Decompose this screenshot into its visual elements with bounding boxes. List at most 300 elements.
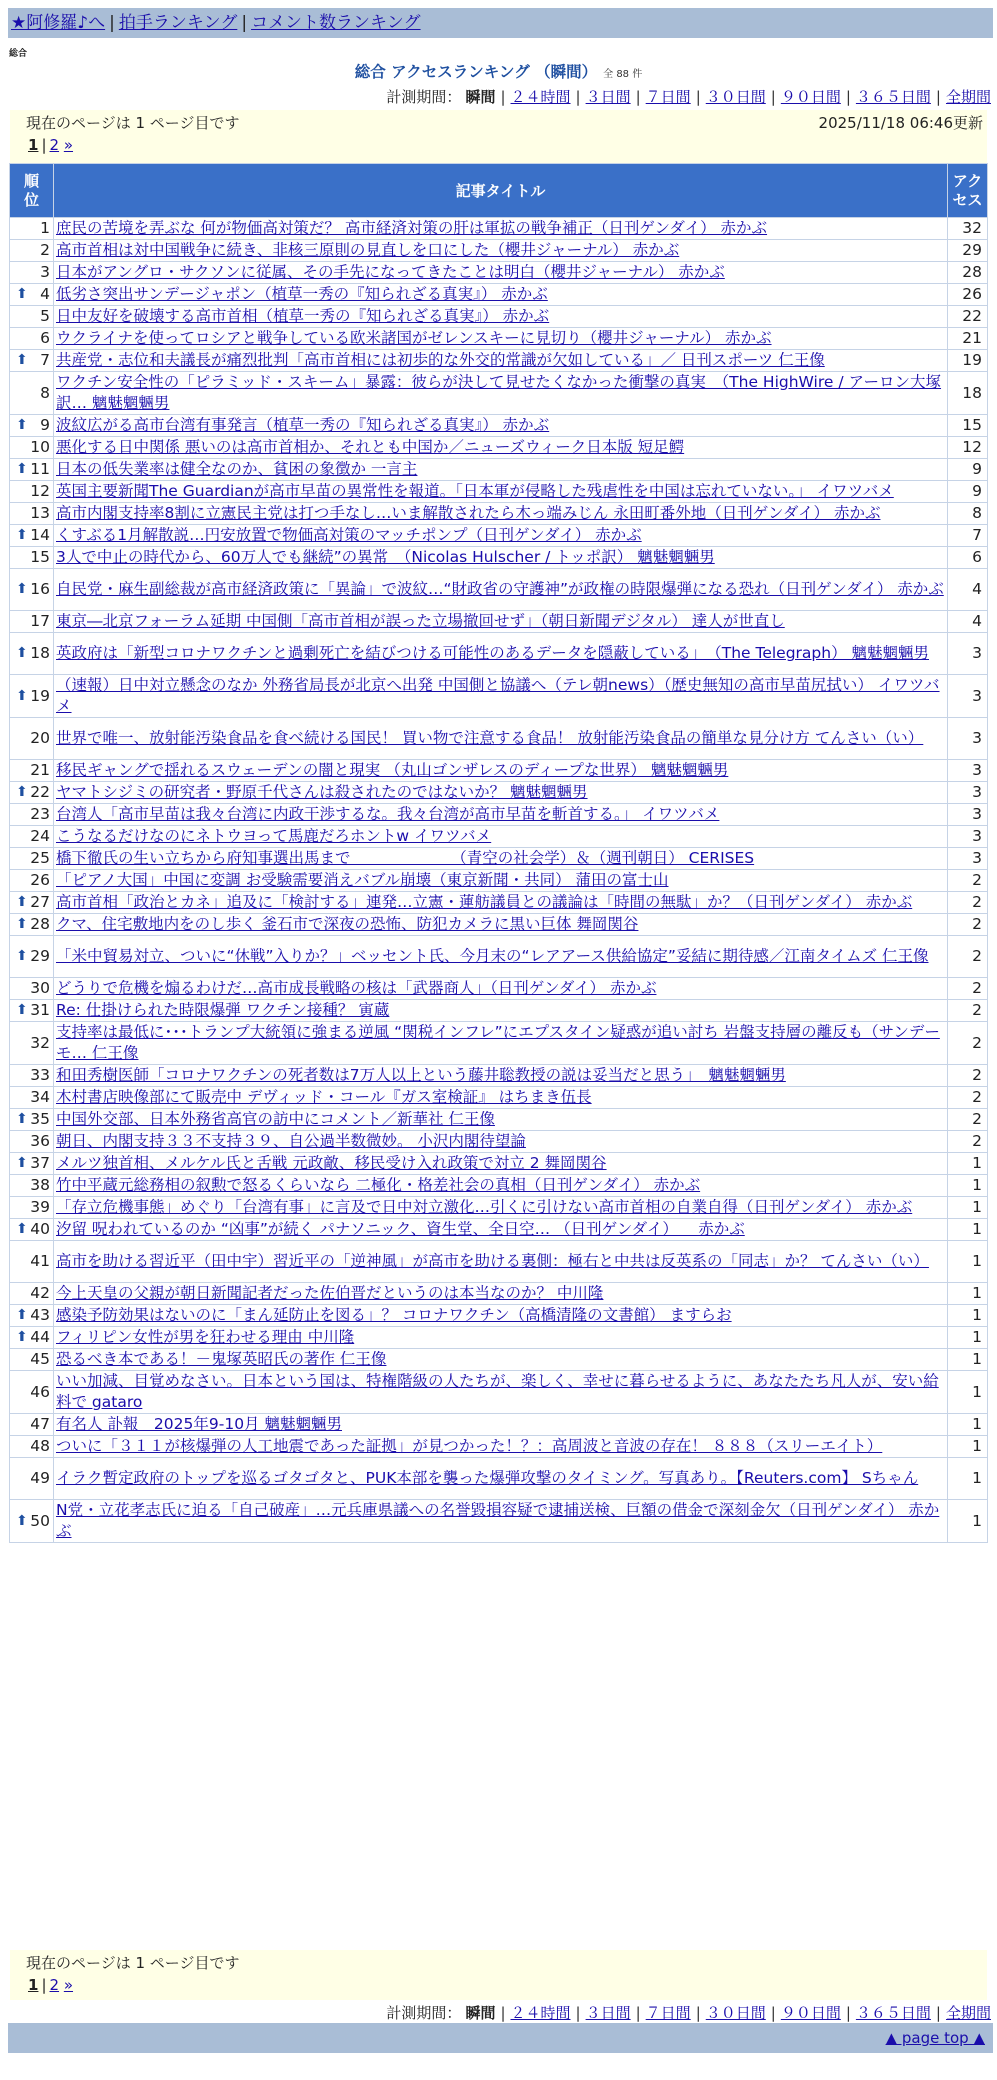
rank-number: 14	[30, 526, 50, 544]
rank-cell	[10, 978, 54, 1000]
rank-up-arrow-icon: ⬆	[16, 527, 28, 543]
title-cell	[54, 936, 948, 978]
access-count: 2	[948, 1065, 988, 1087]
rank-number: 16	[30, 580, 50, 598]
table-row	[10, 372, 988, 415]
title-cell	[54, 459, 948, 481]
access-count: 1	[948, 1436, 988, 1458]
period-30d-link[interactable]: ３０日間	[705, 2004, 766, 2022]
table-row	[10, 1219, 988, 1241]
table-row	[10, 1305, 988, 1327]
rank-cell	[10, 1349, 54, 1371]
rank-cell	[10, 633, 54, 675]
access-count: 1	[948, 1500, 988, 1543]
period-current: 瞬間	[465, 2004, 496, 2022]
table-row	[10, 914, 988, 936]
rank-up-arrow-icon: ⬆	[16, 916, 28, 932]
title-cell	[54, 978, 948, 1000]
updated-timestamp: 2025/11/18 06:46更新	[818, 114, 983, 132]
rank-number: 44	[30, 1328, 50, 1346]
rank-cell	[10, 1087, 54, 1109]
title-cell	[54, 437, 948, 459]
period-90d-link[interactable]: ９０日間	[780, 2004, 841, 2022]
access-count: 2	[948, 936, 988, 978]
table-row	[10, 1349, 988, 1371]
rank-number: 27	[30, 893, 50, 911]
rank-number: 50	[30, 1511, 50, 1530]
rank-number: 43	[30, 1306, 50, 1324]
article-title-link[interactable]: 共産党・志位和夫議長が痛烈批判「高市首相には初歩的な外交的常識が欠如している」／ 日刊スポーツ 仁王像	[56, 351, 825, 369]
article-title-link[interactable]: 悪化する日中関係 悪いのは高市首相か、それとも中国か／ニューズウィーク日本版 短足鰐	[56, 438, 685, 456]
rank-number: 42	[30, 1284, 50, 1302]
rank-number: 33	[30, 1066, 50, 1084]
rank-cell	[10, 350, 54, 372]
rank-cell	[10, 718, 54, 760]
access-count: 1	[948, 1197, 988, 1219]
rank-column-header: 順位	[10, 164, 54, 218]
title-cell	[54, 1371, 948, 1414]
rank-cell	[10, 284, 54, 306]
article-title-link[interactable]: 恐るべき本である！－鬼塚英昭氏の著作 仁王像	[56, 1350, 387, 1368]
table-row	[10, 1241, 988, 1283]
table-row	[10, 1065, 988, 1087]
comment-ranking-link[interactable]: コメント数ランキング	[251, 13, 421, 33]
rank-number: 38	[30, 1176, 50, 1194]
access-count: 18	[948, 372, 988, 415]
rank-up-arrow-icon: ⬆	[16, 1155, 28, 1171]
current-page-text: 現在のページは 1 ページ目です	[26, 1954, 240, 1972]
table-row	[10, 569, 988, 611]
rank-number: 48	[30, 1437, 50, 1455]
access-count: 1	[948, 1241, 988, 1283]
access-count: 4	[948, 569, 988, 611]
article-title-link[interactable]: 高市首相は対中国戦争に続き、非核三原則の見直しを口にした（櫻井ジャーナル） 赤かぶ	[56, 241, 680, 259]
applause-ranking-link[interactable]: 拍手ランキング	[118, 13, 238, 33]
article-title-link[interactable]: 木村書店映像部にて販売中 デヴィッド・コール『ガス室検証』 はちまき伍長	[56, 1088, 592, 1106]
article-title-link[interactable]: 竹中平蔵元総務相の叙勲で怒るくらいなら 二極化・格差社会の真相（日刊ゲンダイ） 赤かぶ	[56, 1176, 701, 1194]
rank-number: 2	[40, 241, 50, 259]
title-cell	[54, 328, 948, 350]
article-title-link[interactable]: メルツ独首相、メルケル氏と舌戦 元政敵、移民受け入れ政策で対立 2 舞岡関谷	[56, 1154, 607, 1172]
table-row	[10, 503, 988, 525]
period-label: 計測期間：	[386, 2004, 462, 2022]
rank-number: 49	[30, 1469, 50, 1487]
next-page-link[interactable]: »	[63, 1976, 74, 1994]
article-title-link[interactable]: 移民ギャングで揺れるスウェーデンの闇と現実 （丸山ゴンザレスのディープな世界） 魑魅魍魎男	[56, 761, 729, 779]
rank-number: 6	[40, 329, 50, 347]
period-all-link[interactable]: 全期間	[945, 2004, 991, 2022]
rank-up-arrow-icon: ⬆	[16, 1307, 28, 1323]
rank-cell	[10, 1065, 54, 1087]
title-cell	[54, 892, 948, 914]
access-count: 3	[948, 826, 988, 848]
article-title-link[interactable]: 波紋広がる高市台湾有事発言（植草一秀の『知られざる真実』） 赤かぶ	[56, 416, 550, 434]
rank-cell	[10, 782, 54, 804]
period-24h-link[interactable]: ２４時間	[510, 2004, 571, 2022]
title-cell	[54, 1283, 948, 1305]
article-title-link[interactable]: 和田秀樹医師「コロナワクチンの死者数は7万人以上という藤井聡教授の説は妥当だと思う」 魑魅魍魎男	[56, 1066, 786, 1084]
table-row	[10, 1371, 988, 1414]
rank-number: 29	[30, 947, 50, 965]
access-column-header: アクセス	[948, 164, 988, 218]
access-count: 1	[948, 1458, 988, 1500]
rank-cell	[10, 1500, 54, 1543]
access-count: 29	[948, 240, 988, 262]
rank-up-arrow-icon: ⬆	[16, 645, 28, 661]
rank-number: 8	[40, 383, 50, 402]
title-cell	[54, 262, 948, 284]
table-row	[10, 459, 988, 481]
title-cell	[54, 633, 948, 675]
rank-number: 19	[30, 686, 50, 705]
access-count: 1	[948, 1371, 988, 1414]
access-count: 1	[948, 1349, 988, 1371]
period-30d-link[interactable]: ３０日間	[705, 88, 766, 106]
access-count: 4	[948, 611, 988, 633]
title-cell	[54, 1327, 948, 1349]
access-count: 6	[948, 547, 988, 569]
access-count: 1	[948, 1219, 988, 1241]
rank-up-arrow-icon: ⬆	[16, 417, 28, 433]
table-row	[10, 1000, 988, 1022]
total-count: 全 88 件	[603, 69, 643, 80]
article-title-link[interactable]: 東京―北京フォーラム延期 中国側「高市首相が誤った立場撤回せず」（朝日新聞デジタル） 達人が世直し	[56, 612, 785, 630]
access-count: 2	[948, 1087, 988, 1109]
rank-cell	[10, 1241, 54, 1283]
period-label: 計測期間：	[386, 88, 462, 106]
table-row	[10, 826, 988, 848]
rank-cell	[10, 1131, 54, 1153]
article-title-link[interactable]: 庶民の苦境を弄ぶな 何が物価高対策だ？ 高市経済対策の肝は軍拡の戦争補正（日刊ゲンダイ） 赤かぶ	[56, 219, 768, 237]
article-title-link[interactable]: 低劣さ突出サンデージャポン（植草一秀の『知られざる真実』） 赤かぶ	[56, 285, 548, 303]
article-title-link[interactable]: 日中友好を破壊する高市首相（植草一秀の『知られざる真実』） 赤かぶ	[56, 307, 550, 325]
article-title-link[interactable]: 感染予防効果はないのに「まん延防止を図る」？ コロナワクチン（高橋清隆の文書館） ますらお	[56, 1306, 732, 1324]
rank-number: 26	[30, 871, 50, 889]
table-row	[10, 1500, 988, 1543]
title-cell	[54, 1065, 948, 1087]
table-row	[10, 675, 988, 718]
rank-number: 11	[30, 460, 50, 478]
rank-number: 20	[30, 729, 50, 747]
nav-separator: |	[109, 13, 115, 33]
rank-cell	[10, 1436, 54, 1458]
access-count: 1	[948, 1305, 988, 1327]
article-title-link[interactable]: 汐留 呪われているのか “凶事”が続く パナソニック、資生堂、全日空… （日刊ゲンダイ） 赤かぶ	[56, 1220, 745, 1238]
title-cell	[54, 415, 948, 437]
title-cell	[54, 760, 948, 782]
title-cell	[54, 372, 948, 415]
rank-cell	[10, 1219, 54, 1241]
article-title-link[interactable]: 「ピアノ大国」中国に変調 お受験需要消えバブル崩壊（東京新聞・共同） 蒲田の富士山	[56, 871, 669, 889]
access-count: 3	[948, 782, 988, 804]
nav-separator: |	[241, 13, 248, 33]
access-count: 1	[948, 1283, 988, 1305]
title-cell	[54, 826, 948, 848]
top-nav-bar	[8, 8, 993, 38]
access-count: 2	[948, 1131, 988, 1153]
access-count: 7	[948, 525, 988, 547]
title-cell	[54, 848, 948, 870]
title-cell	[54, 1153, 948, 1175]
rank-cell	[10, 503, 54, 525]
table-row	[10, 760, 988, 782]
access-count: 3	[948, 848, 988, 870]
rank-number: 32	[30, 1033, 50, 1052]
table-row	[10, 804, 988, 826]
article-title-link[interactable]: 高市を助ける習近平（田中宇）習近平の「逆神風」が高市を助ける裏側：極右と中共は反英系の「同志」か？ てんさい（い）	[56, 1252, 929, 1270]
next-page-link[interactable]: »	[63, 136, 74, 154]
table-row	[10, 350, 988, 372]
access-count: 2	[948, 1109, 988, 1131]
article-title-link[interactable]: いい加減、目覚めなさい。日本という国は、特権階級の人たちが、楽しく、幸せに暮らせるように、あなたたち凡人が、安い給料で gataro	[56, 1372, 939, 1411]
article-title-link[interactable]: 「米中貿易対立、ついに“休戦”入りか？」ベッセント氏、今月末の“レアアース供給協定”妥結に期待感／江南タイムズ 仁王像	[56, 947, 929, 965]
article-title-link[interactable]: くすぶる1月解散説…円安放置で物価高対策のマッチポンプ（日刊ゲンダイ） 赤かぶ	[56, 526, 642, 544]
rank-number: 30	[30, 979, 50, 997]
rank-cell	[10, 914, 54, 936]
page-2-link[interactable]: 2	[49, 1976, 60, 1994]
period-7d-link[interactable]: ７日間	[645, 88, 691, 106]
table-row	[10, 1283, 988, 1305]
page-info-box-top	[10, 110, 987, 163]
article-title-link[interactable]: 英国主要新聞The Guardianが高市早苗の異常性を報道。「日本軍が侵略した残虐性を中国は忘れていない。」 イワツバメ	[56, 482, 894, 500]
rank-number: 18	[30, 644, 50, 662]
article-title-link[interactable]: ウクライナを使ってロシアと戦争している欧米諸国がゼレンスキーに見切り（櫻井ジャーナル） 赤かぶ	[56, 329, 772, 347]
access-count: 3	[948, 804, 988, 826]
rank-cell	[10, 372, 54, 415]
title-cell	[54, 481, 948, 503]
rank-number: 40	[30, 1220, 50, 1238]
title-cell	[54, 218, 948, 240]
rank-number: 39	[30, 1198, 50, 1216]
article-title-link[interactable]: 橋下徹氏の生い立ちから府知事選出馬まで （青空の社会学）＆（週刊朝日） CERISES	[56, 849, 755, 867]
article-title-link[interactable]: 今上天皇の父親が朝日新聞記者だった佐伯晋だというのは本当なのか？ 中川隆	[56, 1284, 604, 1302]
rank-cell	[10, 1022, 54, 1065]
title-cell	[54, 284, 948, 306]
article-title-link[interactable]: ワクチン安全性の「ピラミッド・スキーム」暴露：彼らが決して見せたくなかった衝撃の真実 （The HighWire / アーロン大塚訳… 魑魅魍魎男	[56, 373, 942, 412]
rank-cell	[10, 306, 54, 328]
article-title-link[interactable]: 世界で唯一、放射能汚染食品を食べ続ける国民！ 買い物で注意する食品！ 放射能汚染食品の簡単な見分け方 てんさい（い）	[56, 729, 924, 747]
rank-up-arrow-icon: ⬆	[16, 1111, 28, 1127]
article-title-link[interactable]: フィリピン女性が男を狂わせる理由 中川隆	[56, 1328, 355, 1346]
period-7d-link[interactable]: ７日間	[645, 2004, 691, 2022]
rank-up-arrow-icon: ⬆	[16, 1329, 28, 1345]
table-row	[10, 870, 988, 892]
table-row	[10, 1109, 988, 1131]
rank-number: 17	[30, 612, 50, 630]
rank-number: 21	[30, 761, 50, 779]
title-cell	[54, 1458, 948, 1500]
rank-number: 3	[40, 263, 50, 281]
bottom-bar	[8, 2023, 993, 2053]
rank-cell	[10, 415, 54, 437]
article-title-link[interactable]: 「存立危機事態」めぐり「台湾有事」に言及で日中対立激化…引くに引けない高市首相の自業自得（日刊ゲンダイ） 赤かぶ	[56, 1198, 913, 1216]
table-row	[10, 415, 988, 437]
article-title-link[interactable]: 日本の低失業率は健全なのか、貧困の象徴か 一言主	[56, 460, 418, 478]
rank-up-arrow-icon: ⬆	[16, 1512, 28, 1529]
access-count: 2	[948, 914, 988, 936]
article-title-link[interactable]: 台湾人「高市早苗は我々台湾に内政干渉するな。我々台湾が高市早苗を斬首する。」 イワツバメ	[56, 805, 720, 823]
category-label: 総合	[9, 49, 28, 59]
table-row	[10, 240, 988, 262]
rank-cell	[10, 547, 54, 569]
period-3d-link[interactable]: ３日間	[585, 88, 631, 106]
table-row	[10, 1414, 988, 1436]
access-count: 32	[948, 218, 988, 240]
table-row	[10, 525, 988, 547]
article-title-link[interactable]: 高市内閣支持率8割に立憲民主党は打つ手なし…いま解散されたら木っ端みじん 永田町番外地（日刊ゲンダイ） 赤かぶ	[56, 504, 881, 522]
title-cell	[54, 306, 948, 328]
title-cell	[54, 1022, 948, 1065]
rank-number: 41	[30, 1252, 50, 1270]
article-title-link[interactable]: こうなるだけなのにネトウヨって馬鹿だろホントw イワツバメ	[56, 827, 492, 845]
table-row	[10, 306, 988, 328]
title-cell	[54, 1197, 948, 1219]
period-24h-link[interactable]: ２４時間	[510, 88, 571, 106]
rank-cell	[10, 1305, 54, 1327]
period-90d-link[interactable]: ９０日間	[780, 88, 841, 106]
article-title-link[interactable]: （速報）日中対立懸念のなか 外務省局長が北京へ出発 中国側と協議へ（テレ朝news）（歴史無知の高市早苗尻拭い） イワツバメ	[56, 676, 940, 715]
access-count: 19	[948, 350, 988, 372]
rank-up-arrow-icon: ⬆	[16, 687, 28, 704]
period-selector-bottom: 計測期間： 瞬間 | ２４時間 | ３日間 | ７日間 | ３０日間 | ９０日間 | ３６５日間 | 全期間	[386, 2004, 991, 2022]
table-row	[10, 611, 988, 633]
rank-cell	[10, 804, 54, 826]
title-cell	[54, 503, 948, 525]
article-title-link[interactable]: ヤマトシジミの研究者・野原千代さんは殺されたのではないか？ 魑魅魍魎男	[56, 783, 588, 801]
rank-cell	[10, 1371, 54, 1414]
page-top-link[interactable]: ▲ page top ▲	[885, 2029, 985, 2047]
access-count: 3	[948, 675, 988, 718]
page-2-link[interactable]: 2	[49, 136, 60, 154]
rank-cell	[10, 459, 54, 481]
table-header-row	[10, 164, 988, 218]
access-count: 22	[948, 306, 988, 328]
rank-cell	[10, 936, 54, 978]
rank-cell	[10, 826, 54, 848]
article-title-link[interactable]: 3人で中止の時代から、60万人でも継続”の異常 （Nicolas Hulscher / トッポ訳） 魑魅魍魎男	[56, 548, 715, 566]
rank-number: 4	[40, 285, 50, 303]
article-title-link[interactable]: 中国外交部、日本外務省高官の訪中にコメント／新華社 仁王像	[56, 1110, 495, 1128]
title-cell	[54, 1305, 948, 1327]
table-row	[10, 1153, 988, 1175]
title-cell	[54, 1109, 948, 1131]
title-cell	[54, 782, 948, 804]
table-row	[10, 218, 988, 240]
article-title-link[interactable]: 英政府は「新型コロナワクチンと過剰死亡を結びつける可能性のあるデータを隠蔽している」 （The Telegraph） 魑魅魍魎男	[56, 644, 929, 662]
rank-up-arrow-icon: ⬆	[16, 461, 28, 477]
rank-number: 15	[30, 548, 50, 566]
title-cell	[54, 547, 948, 569]
title-cell	[54, 914, 948, 936]
rank-cell	[10, 892, 54, 914]
access-count: 1	[948, 1327, 988, 1349]
table-row	[10, 782, 988, 804]
rank-cell	[10, 870, 54, 892]
title-cell	[54, 718, 948, 760]
rank-up-arrow-icon: ⬆	[16, 581, 28, 597]
article-title-link[interactable]: 朝日、内閣支持３３不支持３９、自公過半数微妙。 小沢内閣待望論	[56, 1132, 526, 1150]
rank-up-arrow-icon: ⬆	[16, 894, 28, 910]
rank-cell	[10, 262, 54, 284]
access-count: 2	[948, 1000, 988, 1022]
rank-cell	[10, 1283, 54, 1305]
page-info-box-bottom	[10, 1950, 987, 2000]
rank-number: 35	[30, 1110, 50, 1128]
access-count: 21	[948, 328, 988, 350]
article-title-link[interactable]: 高市首相「政治とカネ」追及に「検討する」連発…立憲・蓮舫議員との議論は「時間の無駄」か？（日刊ゲンダイ） 赤かぶ	[56, 893, 913, 911]
article-title-link[interactable]: 支持率は最低に･･･トランプ大統領に強まる逆風 “関税インフレ”にエプスタイン疑惑が追い討ち 岩盤支持層の離反も（サンデーモ… 仁王像	[56, 1023, 940, 1062]
page-title: 総合 アクセスランキング （瞬間）	[354, 63, 598, 81]
rank-cell	[10, 240, 54, 262]
access-count: 1	[948, 1175, 988, 1197]
rank-number: 12	[30, 482, 50, 500]
rank-cell	[10, 1197, 54, 1219]
article-title-link[interactable]: クマ、住宅敷地内をのし歩く 釜石市で深夜の恐怖、防犯カメラに黒い巨体 舞岡関谷	[56, 915, 639, 933]
rank-number: 1	[40, 219, 50, 237]
rank-number: 7	[40, 351, 50, 369]
rank-number: 45	[30, 1350, 50, 1368]
period-selector-top: 計測期間： 瞬間 | ２４時間 | ３日間 | ７日間 | ３０日間 | ９０日間 | ３６５日間 | 全期間	[386, 88, 991, 106]
table-row	[10, 1087, 988, 1109]
access-count: 8	[948, 503, 988, 525]
table-row	[10, 1436, 988, 1458]
access-count: 2	[948, 978, 988, 1000]
rank-number: 31	[30, 1001, 50, 1019]
period-365d-link[interactable]: ３６５日間	[855, 2004, 931, 2022]
title-cell	[54, 611, 948, 633]
access-count: 26	[948, 284, 988, 306]
article-title-link[interactable]: どうりで危機を煽るわけだ…高市成長戦略の核は「武器商人」（日刊ゲンダイ） 赤かぶ	[56, 979, 657, 997]
rank-number: 47	[30, 1415, 50, 1433]
access-count: 1	[948, 1153, 988, 1175]
title-cell	[54, 804, 948, 826]
title-cell	[54, 1087, 948, 1109]
access-count: 9	[948, 459, 988, 481]
period-3d-link[interactable]: ３日間	[585, 2004, 631, 2022]
rank-cell	[10, 1175, 54, 1197]
title-cell	[54, 1219, 948, 1241]
article-title-link[interactable]: 日本がアングロ・サクソンに従属、その手先になってきたことは明白（櫻井ジャーナル） 赤かぶ	[56, 263, 725, 281]
article-title-link[interactable]: 自民党・麻生副総裁が高市経済政策に「異論」で波紋…“財政省の守護神”が政権の時限爆弾になる恐れ（日刊ゲンダイ） 赤かぶ	[56, 580, 944, 598]
home-link[interactable]: ★阿修羅♪へ	[11, 13, 106, 33]
top-nav-links	[11, 11, 421, 35]
article-title-link[interactable]: イラク暫定政府のトップを巡るゴタゴタと、PUK本部を襲った爆弾攻撃のタイミング。写真あり。【Reuters.com】 Sちゃん	[56, 1469, 919, 1487]
rank-number: 9	[40, 416, 50, 434]
pagination: 1 | 2 »	[28, 136, 74, 154]
title-cell	[54, 240, 948, 262]
current-page-text: 現在のページは 1 ページ目です	[26, 114, 240, 132]
title-cell	[54, 1500, 948, 1543]
article-title-link[interactable]: ついに「３１１が核爆弾の人工地震であった証拠」が見つかった！？：高周波と音波の存在！ ８８８（スリーエイト）	[56, 1437, 883, 1455]
article-title-link[interactable]: N党・立花孝志氏に迫る「自己破産」…元兵庫県議への名誉毀損容疑で逮捕送検、巨額の借金で深刻金欠（日刊ゲンダイ） 赤かぶ	[56, 1501, 940, 1540]
period-all-link[interactable]: 全期間	[945, 88, 991, 106]
article-title-link[interactable]: Re: 仕掛けられた時限爆弾 ワクチン接種？ 寅蔵	[56, 1001, 390, 1019]
title-cell	[54, 1436, 948, 1458]
rank-cell	[10, 1000, 54, 1022]
article-title-link[interactable]: 有名人 訃報 2025年9-10月 魑魅魍魎男	[56, 1415, 342, 1433]
access-count: 12	[948, 437, 988, 459]
rank-number: 23	[30, 805, 50, 823]
title-cell	[54, 1000, 948, 1022]
rank-cell	[10, 1109, 54, 1131]
title-cell	[54, 1131, 948, 1153]
rank-cell	[10, 569, 54, 611]
period-365d-link[interactable]: ３６５日間	[855, 88, 931, 106]
rank-number: 37	[30, 1154, 50, 1172]
title-cell	[54, 1241, 948, 1283]
rank-cell	[10, 611, 54, 633]
table-row	[10, 1458, 988, 1500]
